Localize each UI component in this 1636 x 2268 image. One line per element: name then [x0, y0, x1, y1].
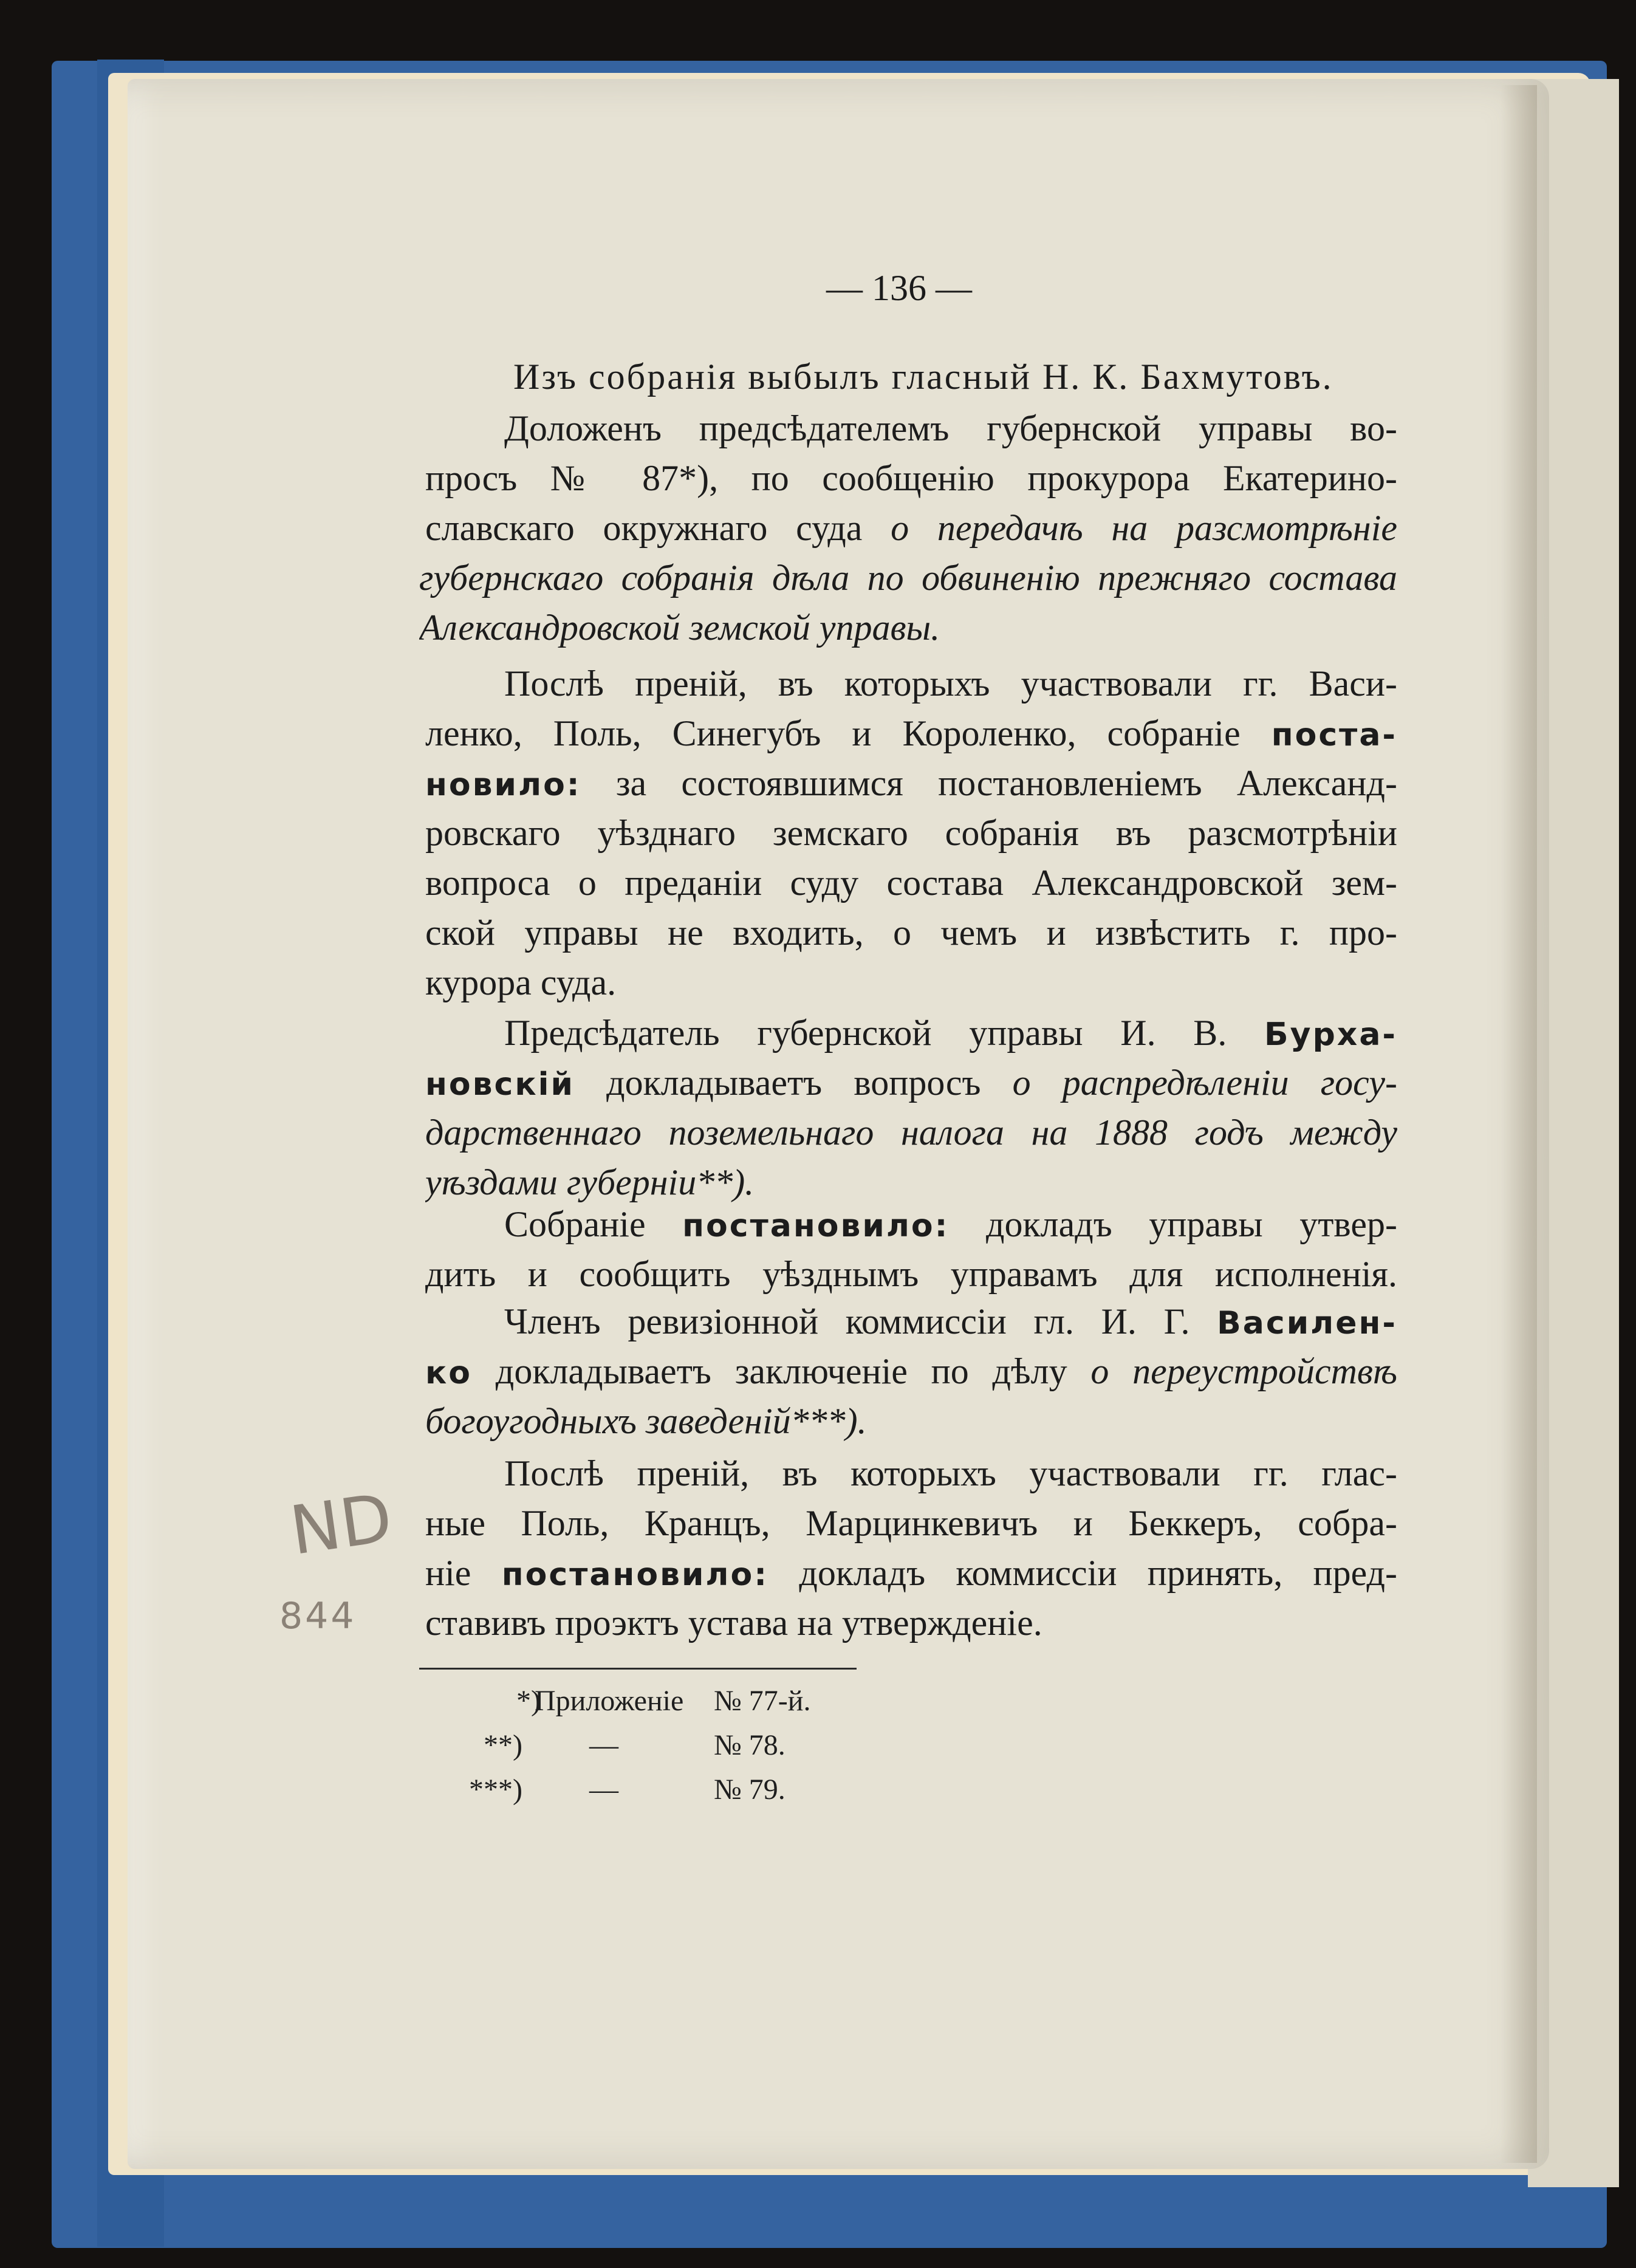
italic-run: губернскаго собранія дѣла по обвиненію прежняго состава	[419, 558, 1397, 598]
text-run: Предсѣдатель губернской управы И. В.	[504, 1013, 1227, 1053]
text-run: Членъ ревизіонной коммиссіи гл. И. Г.	[504, 1301, 1190, 1341]
bold-run: новскій	[425, 1066, 575, 1103]
text-run: за состоявшимся постановленіемъ Александ-	[615, 763, 1397, 803]
footnote-mark: *)	[516, 1685, 541, 1717]
bold-run: новило:	[425, 767, 581, 803]
bold-run: Василен-	[1217, 1305, 1397, 1341]
text-line: Послѣ преній, въ которыхъ участвовали гг. глас-	[504, 1453, 1397, 1493]
text-line	[425, 1347, 1397, 1396]
text-line	[425, 1158, 1397, 1207]
footnote-divider	[419, 1668, 857, 1670]
footnote-mark: ***)	[469, 1773, 522, 1806]
text-run: ленко, Поль, Синегубъ и Короленко, собраніе	[425, 713, 1241, 753]
footnote-number: № 78.	[714, 1729, 785, 1761]
text-line	[419, 603, 1391, 652]
bold-run: Бурха-	[1264, 1016, 1397, 1053]
page-number: — 136 —	[826, 268, 972, 308]
text-line: курора суда.	[425, 962, 617, 1002]
page-fold-shadow	[1501, 85, 1537, 2163]
text-run: ніе	[425, 1553, 471, 1593]
footnote-number: № 79.	[714, 1773, 785, 1806]
text-line	[425, 1009, 1397, 1057]
text-line	[425, 1200, 1397, 1249]
text-run: славскаго окружнаго суда	[425, 508, 863, 548]
footnote-label: —	[589, 1773, 618, 1806]
bold-run: постановило:	[682, 1208, 950, 1244]
italic-run: о переустройствѣ	[1090, 1351, 1397, 1391]
text-run: докладываетъ вопросъ	[606, 1063, 981, 1103]
text-line	[425, 1108, 1397, 1157]
italic-run: Александровской земской управы.	[419, 608, 940, 648]
text-run: докладъ коммиссіи принять, пред-	[799, 1553, 1397, 1593]
text-line	[425, 709, 1397, 758]
text-line	[425, 1058, 1397, 1107]
text-line	[425, 759, 1397, 807]
footnote-label: —	[589, 1729, 618, 1761]
italic-run: дарственнаго поземельнаго налога на 1888 годъ между	[425, 1112, 1397, 1153]
text-line: ставивъ проэктъ устава на утвержденіе.	[425, 1603, 1042, 1643]
italic-run: о распредѣленіи госу-	[1012, 1063, 1397, 1103]
text-line	[425, 504, 1397, 552]
text-run: Собраніе	[504, 1204, 646, 1244]
text-line: ской управы не входить, о чемъ и извѣстить г. про-	[425, 913, 1397, 953]
text-run: докладъ управы утвер-	[985, 1204, 1397, 1244]
text-line: Изъ собранія выбылъ гласный Н. К. Бахмутовъ.	[513, 357, 1333, 397]
text-line	[425, 1549, 1397, 1597]
text-line: вопроса о преданіи суду состава Александровской зем-	[425, 863, 1397, 903]
text-line	[425, 1397, 1397, 1445]
text-line: дить и сообщить уѣзднымъ управамъ для исполненія.	[425, 1254, 1397, 1294]
italic-run: уѣздами губерніи**).	[425, 1162, 755, 1202]
italic-run: о передачѣ на разсмотрѣніе	[891, 508, 1397, 548]
margin-annotation-number: 844	[279, 1595, 357, 1637]
bold-run: постановило:	[501, 1557, 769, 1593]
footnote-number: № 77-й.	[714, 1685, 811, 1717]
footnote-label: Приложеніе	[535, 1685, 684, 1717]
bold-run: ко	[425, 1355, 473, 1391]
text-line	[419, 553, 1397, 602]
text-line	[425, 1297, 1397, 1346]
italic-run: богоугодныхъ заведеній***).	[425, 1401, 867, 1441]
margin-annotation-mark: ND	[285, 1479, 397, 1570]
footnote-mark: **)	[484, 1729, 522, 1761]
text-line: Послѣ преній, въ которыхъ участвовали гг. Васи-	[504, 663, 1397, 704]
text-line: ные Поль, Кранцъ, Марцинкевичъ и Беккеръ, собра-	[425, 1503, 1397, 1543]
bold-run: поста-	[1271, 717, 1397, 753]
text-line: ровскаго уѣзднаго земскаго собранія въ разсмотрѣніи	[425, 813, 1397, 853]
text-line: просъ № 87*), по сообщенію прокурора Екатерино-	[425, 458, 1397, 498]
text-line: Доложенъ предсѣдателемъ губернской управы во-	[504, 408, 1397, 448]
text-run: докладываетъ заключеніе по дѣлу	[495, 1351, 1067, 1391]
